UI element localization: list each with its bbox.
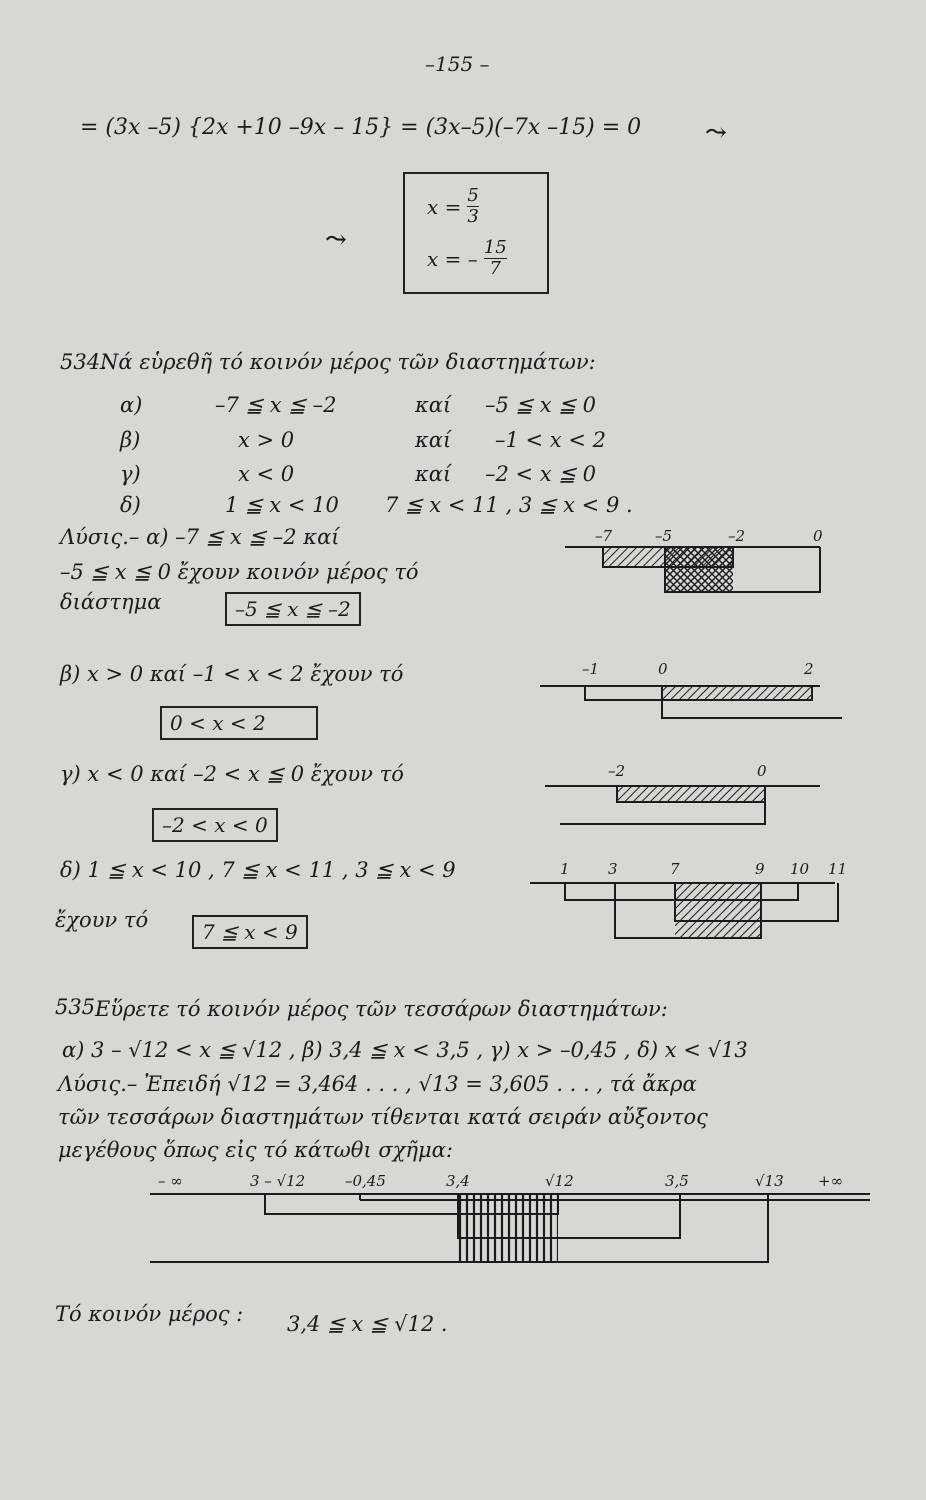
page-number: –155 – (425, 52, 490, 76)
tick-label: –5 (655, 527, 673, 545)
problem-534-statement: Νά εὑρεθῆ τό κοινόν μέρος τῶν διαστημάτων: (100, 350, 596, 374)
fraction (467, 186, 478, 227)
denominator: 3 (467, 206, 479, 227)
tick-label: 3,5 (665, 1172, 689, 1190)
tick-label: –0,45 (345, 1172, 386, 1190)
conclusion-value: 3,4 ≦ x ≦ √12 . (287, 1312, 448, 1336)
item-label: γ) (120, 462, 141, 486)
answer-box-d: 7 ≦ x < 9 (192, 915, 308, 949)
problem-535-solution-line3: μεγέθους ὅπως εἰς τό κάτωθι σχῆμα: (58, 1138, 453, 1162)
interval-second: –5 ≦ x ≦ 0 (485, 393, 596, 417)
number-line-535 (150, 1170, 890, 1270)
tick-label: 11 (828, 860, 848, 878)
tick-label: +∞ (818, 1172, 844, 1190)
tick-label: –1 (582, 660, 600, 678)
conclusion-prefix: Τό κοινόν μέρος : (55, 1302, 244, 1326)
tick-label: –7 (595, 527, 613, 545)
answer-box-c: –2 < x < 0 (152, 808, 278, 842)
problem-535-statement: Εὕρετε τό κοινόν μέρος τῶν τεσσάρων διαστημάτων: (95, 997, 668, 1021)
solution-a-line3: διάστημα (60, 590, 162, 614)
solution-a-line2: –5 ≦ x ≦ 0 ἔχουν κοινόν μέρος τό (60, 560, 419, 584)
denominator: 7 (489, 258, 501, 279)
number-line-b (540, 660, 845, 725)
overlap-region (675, 883, 761, 938)
arrow-right-icon: ⤳ (325, 225, 347, 255)
tick-label: 0 (658, 660, 668, 678)
tick-label: √13 (755, 1172, 784, 1190)
number-line-d (530, 858, 850, 943)
interval-first: 1 ≦ x < 10 (225, 493, 339, 517)
tick-label: 3 (608, 860, 618, 878)
conjunction: καί (415, 428, 452, 452)
interval-second: –1 < x < 2 (495, 428, 606, 452)
tick-label: 7 (670, 860, 680, 878)
item-label: δ) (120, 493, 141, 517)
solution-b-line: β) x > 0 καί –1 < x < 2 ἔχουν τό (60, 662, 404, 686)
tick-label: –2 (728, 527, 746, 545)
solution-c-line: γ) x < 0 καί –2 < x ≦ 0 ἔχουν τό (60, 762, 404, 786)
number-line-a (565, 525, 835, 600)
numerator: 15 (483, 237, 507, 258)
problem-535-items: α) 3 – √12 < x ≦ √12 , β) 3,4 ≦ x < 3,5 , γ) x > –0,45 , δ) x < √13 (62, 1038, 748, 1062)
x1-lhs: x = (427, 194, 462, 219)
tick-label: √12 (545, 1172, 574, 1190)
problem-534-number: 534. (60, 350, 107, 374)
intro-equation: = (3x –5) {2x +10 –9x – 15} = (3x–5)(–7x –15) = 0 (80, 115, 642, 140)
problem-535-number: 535. (55, 995, 102, 1019)
solution-x1 (427, 186, 479, 227)
solution-a-line1: Λύσις.– α) –7 ≦ x ≦ –2 καί (60, 525, 340, 549)
tick-label: –2 (608, 762, 626, 780)
answer-box-b: 0 < x < 2 (160, 706, 318, 740)
tick-label: 10 (790, 860, 810, 878)
tick-label: 0 (813, 527, 823, 545)
tick-label: 1 (560, 860, 570, 878)
tick-label: 9 (755, 860, 765, 878)
overlap-region (665, 547, 733, 592)
solution-d-line: δ) 1 ≦ x < 10 , 7 ≦ x < 11 , 3 ≦ x < 9 (60, 858, 456, 882)
tick-label: 3 – √12 (250, 1172, 306, 1190)
conjunction: καί (415, 462, 452, 486)
interval-first: –7 ≦ x ≦ –2 (215, 393, 337, 417)
overlap-region (662, 686, 812, 700)
tick-label: 0 (757, 762, 767, 780)
fraction (484, 238, 507, 279)
overlap-region (617, 786, 765, 802)
interval-first: x < 0 (238, 462, 295, 486)
result-box (403, 172, 549, 294)
tick-label: 3,4 (446, 1172, 470, 1190)
tick-label: 2 (804, 660, 814, 678)
problem-535-solution-line2: τῶν τεσσάρων διαστημάτων τίθενται κατά σειράν αὔξοντος (58, 1105, 708, 1129)
conjunction: καί (415, 393, 452, 417)
interval-second: 7 ≦ x < 11 , 3 ≦ x < 9 . (385, 493, 633, 517)
number-line-c (545, 762, 825, 832)
answer-box-a: –5 ≦ x ≦ –2 (225, 592, 361, 626)
item-label: β) (120, 428, 141, 452)
item-label: α) (120, 393, 143, 417)
numerator: 5 (467, 185, 479, 206)
solution-x2 (427, 238, 507, 279)
tick-label: – ∞ (158, 1172, 183, 1190)
arrow-right-icon: ⤳ (705, 118, 727, 148)
problem-535-solution-line1: Λύσις.– Ἐπειδή √12 = 3,464 . . . , √13 = 3,605 . . . , τά ἄκρα (58, 1072, 697, 1096)
interval-second: –2 < x ≦ 0 (485, 462, 596, 486)
overlap-region (458, 1194, 558, 1262)
interval-first: x > 0 (238, 428, 295, 452)
x2-lhs: x = – (427, 246, 478, 271)
solution-d-prefix: ἔχουν τό (55, 908, 149, 932)
